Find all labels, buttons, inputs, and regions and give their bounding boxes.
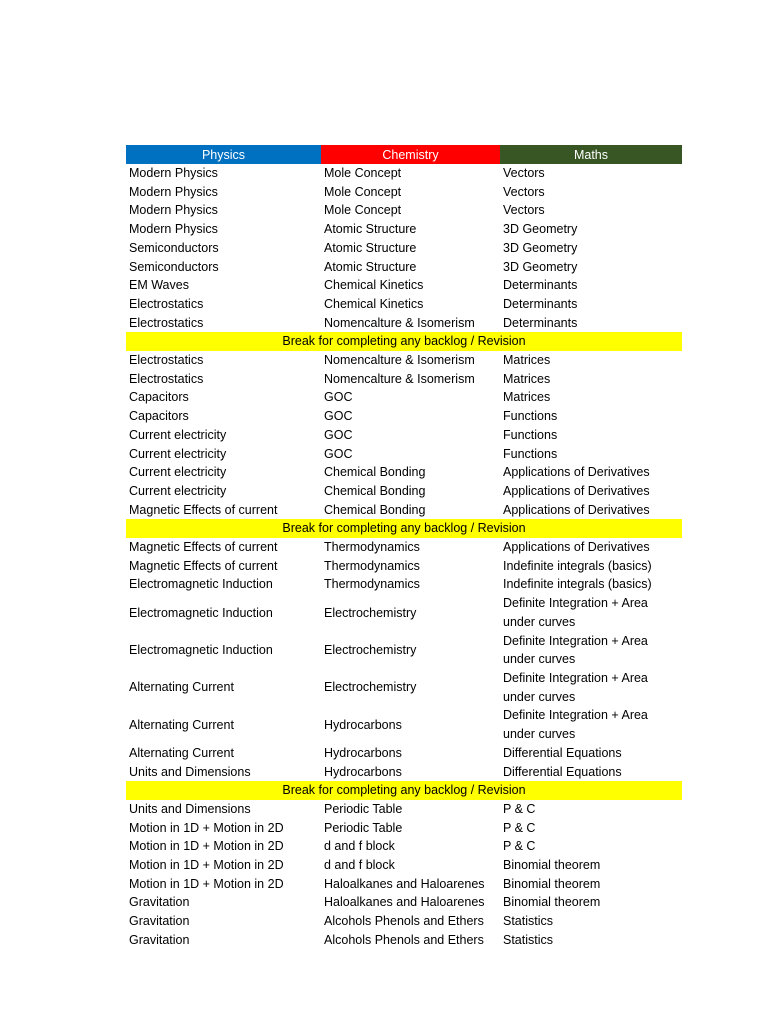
maths-topic-cell: P & C — [503, 820, 536, 835]
table-row — [126, 819, 682, 838]
maths-topic-cell: Binomial theorem — [503, 858, 601, 873]
chemistry-topic-cell: Thermodynamics — [324, 577, 420, 592]
physics-topic-cell: Modern Physics — [129, 166, 218, 180]
chemistry-topic-cell: Electrochemistry — [324, 605, 417, 620]
maths-topic-cell: Statistics — [503, 932, 554, 947]
table-row — [126, 388, 682, 407]
physics-topic-cell: Motion in 1D + Motion in 2D — [129, 858, 284, 873]
revision-break-label: Break for completing any backlog / Revision — [126, 519, 682, 538]
maths-topic-cell: Differential Equations — [503, 745, 622, 760]
chemistry-topic-cell: Alcohols Phenols and Ethers — [324, 914, 484, 929]
chemistry-topic-cell: Hydrocarbons — [324, 764, 402, 779]
maths-topic-cell: Matrices — [503, 371, 551, 386]
chemistry-topic-cell: Atomic Structure — [324, 240, 417, 255]
table-row — [126, 164, 682, 183]
maths-topic-cell: Definite Integration + Area under curves — [503, 596, 648, 629]
revision-break-row — [126, 519, 682, 538]
physics-topic-cell: Alternating Current — [129, 745, 234, 760]
table-row — [126, 501, 682, 520]
revision-break-label: Break for completing any backlog / Revision — [126, 781, 682, 800]
table-row — [126, 220, 682, 239]
chemistry-topic-cell: Chemical Kinetics — [324, 278, 424, 293]
physics-topic-cell: Magnetic Effects of current — [129, 540, 278, 555]
table-row — [126, 426, 682, 445]
chemistry-topic-cell: Electrochemistry — [324, 642, 417, 657]
table-row — [126, 258, 682, 277]
header-row — [126, 145, 682, 164]
revision-break-row — [126, 781, 682, 800]
chemistry-topic-cell: GOC — [324, 446, 353, 461]
maths-topic-cell: Matrices — [503, 390, 551, 405]
chemistry-topic-cell: Periodic Table — [324, 801, 403, 816]
chemistry-topic-cell: Mole Concept — [324, 203, 402, 218]
maths-topic-cell: Determinants — [503, 296, 578, 311]
maths-topic-cell: Matrices — [503, 353, 551, 368]
table-row — [126, 276, 682, 295]
physics-topic-cell: Electromagnetic Induction — [129, 642, 273, 657]
table-row — [126, 201, 682, 220]
table-row — [126, 239, 682, 258]
table-row — [126, 594, 682, 631]
table-row — [126, 800, 682, 819]
maths-topic-cell: 3D Geometry — [503, 222, 578, 237]
table-row — [126, 837, 682, 856]
table-row — [126, 575, 682, 594]
maths-topic-cell: Vectors — [503, 203, 545, 218]
physics-topic-cell: Current electricity — [129, 446, 227, 461]
physics-topic-cell: Gravitation — [129, 895, 190, 910]
chemistry-topic-cell: Chemical Bonding — [324, 502, 426, 517]
table-row — [126, 482, 682, 501]
physics-topic-cell: Units and Dimensions — [129, 764, 251, 779]
maths-topic-cell: Applications of Derivatives — [503, 483, 650, 498]
table-row — [126, 557, 682, 576]
physics-topic-cell: Gravitation — [129, 914, 190, 929]
physics-topic-cell: Semiconductors — [129, 240, 219, 255]
maths-topic-cell: Applications of Derivatives — [503, 502, 650, 517]
physics-topic-cell: Modern Physics — [129, 184, 218, 199]
physics-topic-cell: Electrostatics — [129, 371, 204, 386]
chemistry-topic-cell: Thermodynamics — [324, 558, 420, 573]
chemistry-topic-cell: Periodic Table — [324, 820, 403, 835]
chemistry-topic-cell: Atomic Structure — [324, 222, 417, 237]
maths-topic-cell: 3D Geometry — [503, 259, 578, 274]
chemistry-topic-cell: GOC — [324, 390, 353, 405]
chemistry-topic-cell: Mole Concept — [324, 166, 402, 180]
physics-topic-cell: Magnetic Effects of current — [129, 558, 278, 573]
maths-topic-cell: Definite Integration + Area under curves — [503, 708, 648, 742]
table-row — [126, 744, 682, 763]
maths-topic-cell: P & C — [503, 839, 536, 854]
physics-topic-cell: Current electricity — [129, 483, 227, 498]
physics-topic-cell: Current electricity — [129, 465, 227, 480]
physics-topic-cell: Magnetic Effects of current — [129, 502, 278, 517]
table-row — [126, 875, 682, 894]
maths-topic-cell: Vectors — [503, 166, 545, 180]
chemistry-topic-cell: GOC — [324, 427, 353, 442]
maths-topic-cell: Applications of Derivatives — [503, 540, 650, 555]
table-row — [126, 445, 682, 464]
maths-topic-cell: 3D Geometry — [503, 240, 578, 255]
maths-topic-cell: Definite Integration + Area under curves — [503, 670, 648, 704]
table-row — [126, 370, 682, 389]
table-row — [126, 763, 682, 782]
table-row — [126, 295, 682, 314]
table-row — [126, 856, 682, 875]
chemistry-topic-cell: Chemical Bonding — [324, 483, 426, 498]
chemistry-topic-cell: Electrochemistry — [324, 680, 417, 695]
physics-topic-cell: Semiconductors — [129, 259, 219, 274]
revision-break-label: Break for completing any backlog / Revision — [126, 332, 682, 351]
study-schedule-sheet — [126, 145, 682, 950]
chemistry-topic-cell: Thermodynamics — [324, 540, 420, 555]
chemistry-topic-cell: Hydrocarbons — [324, 745, 402, 760]
header-physics: Physics — [126, 145, 321, 164]
chemistry-topic-cell: Haloalkanes and Haloarenes — [324, 895, 485, 910]
physics-topic-cell: Modern Physics — [129, 203, 218, 218]
physics-topic-cell: Motion in 1D + Motion in 2D — [129, 839, 284, 854]
header-maths: Maths — [500, 145, 682, 164]
table-row — [126, 463, 682, 482]
chemistry-topic-cell: GOC — [324, 409, 353, 424]
table-row — [126, 632, 682, 669]
revision-break-row — [126, 332, 682, 351]
maths-topic-cell: Applications of Derivatives — [503, 465, 650, 480]
chemistry-topic-cell: Nomencalture & Isomerism — [324, 315, 475, 330]
physics-topic-cell: Motion in 1D + Motion in 2D — [129, 876, 284, 891]
chemistry-topic-cell: d and f block — [324, 858, 395, 873]
table-row — [126, 706, 682, 743]
physics-topic-cell: Motion in 1D + Motion in 2D — [129, 820, 284, 835]
chemistry-topic-cell: Chemical Kinetics — [324, 296, 424, 311]
maths-topic-cell: Functions — [503, 446, 558, 461]
physics-topic-cell: Electromagnetic Induction — [129, 577, 273, 592]
table-header — [126, 145, 682, 164]
physics-topic-cell: Electrostatics — [129, 296, 204, 311]
table-body — [126, 164, 682, 950]
physics-topic-cell: Electrostatics — [129, 315, 204, 330]
table-row — [126, 669, 682, 706]
maths-topic-cell: P & C — [503, 801, 536, 816]
table-row — [126, 183, 682, 202]
schedule-table — [126, 145, 682, 950]
physics-topic-cell: Electrostatics — [129, 353, 204, 368]
physics-topic-cell: Units and Dimensions — [129, 801, 251, 816]
chemistry-topic-cell: Hydrocarbons — [324, 717, 402, 732]
maths-topic-cell: Functions — [503, 409, 558, 424]
chemistry-topic-cell: Nomencalture & Isomerism — [324, 353, 475, 368]
maths-topic-cell: Indefinite integrals (basics) — [503, 558, 652, 573]
table-row — [126, 351, 682, 370]
table-row — [126, 407, 682, 426]
physics-topic-cell: Electromagnetic Induction — [129, 605, 273, 620]
table-row — [126, 314, 682, 333]
chemistry-topic-cell: Mole Concept — [324, 184, 402, 199]
chemistry-topic-cell: Haloalkanes and Haloarenes — [324, 876, 485, 891]
chemistry-topic-cell: Alcohols Phenols and Ethers — [324, 932, 484, 947]
physics-topic-cell: Capacitors — [129, 409, 189, 424]
table-row — [126, 931, 682, 950]
maths-topic-cell: Binomial theorem — [503, 876, 601, 891]
maths-topic-cell: Differential Equations — [503, 764, 622, 779]
chemistry-topic-cell: Chemical Bonding — [324, 465, 426, 480]
maths-topic-cell: Vectors — [503, 184, 545, 199]
physics-topic-cell: Alternating Current — [129, 717, 234, 732]
table-row — [126, 538, 682, 557]
physics-topic-cell: Alternating Current — [129, 680, 234, 695]
maths-topic-cell: Determinants — [503, 315, 578, 330]
maths-topic-cell: Statistics — [503, 914, 554, 929]
table-row — [126, 912, 682, 931]
maths-topic-cell: Definite Integration + Area under curves — [503, 633, 648, 667]
physics-topic-cell: Current electricity — [129, 427, 227, 442]
physics-topic-cell: Capacitors — [129, 390, 189, 405]
physics-topic-cell: Modern Physics — [129, 222, 218, 237]
chemistry-topic-cell: Atomic Structure — [324, 259, 417, 274]
maths-topic-cell: Determinants — [503, 278, 578, 293]
physics-topic-cell: EM Waves — [129, 278, 189, 293]
chemistry-topic-cell: Nomencalture & Isomerism — [324, 371, 475, 386]
header-chemistry: Chemistry — [321, 145, 500, 164]
chemistry-topic-cell: d and f block — [324, 839, 395, 854]
maths-topic-cell: Indefinite integrals (basics) — [503, 577, 652, 592]
maths-topic-cell: Functions — [503, 427, 558, 442]
maths-topic-cell: Binomial theorem — [503, 895, 601, 910]
physics-topic-cell: Gravitation — [129, 932, 190, 947]
table-row — [126, 893, 682, 912]
